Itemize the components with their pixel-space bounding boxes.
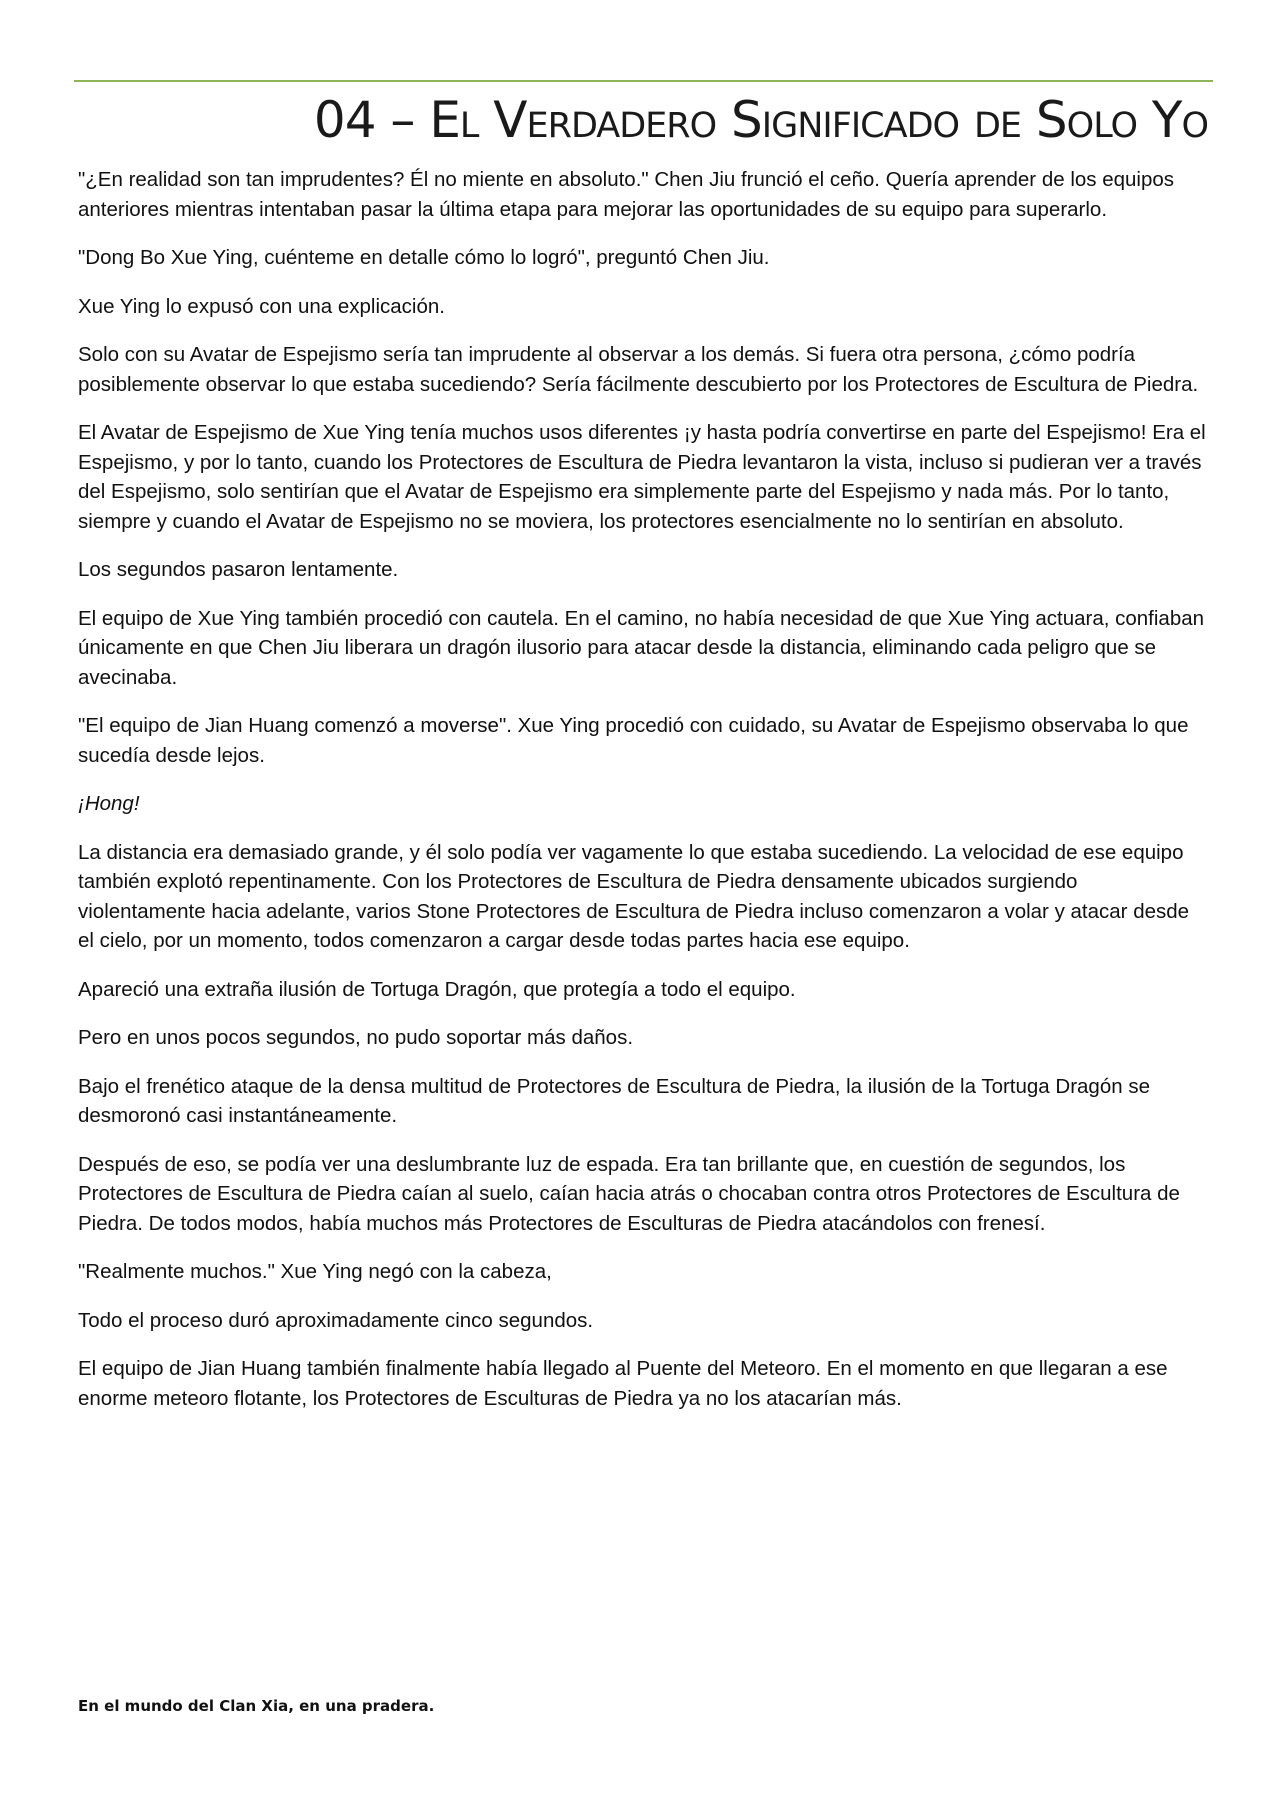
paragraph: El Avatar de Espejismo de Xue Ying tenía muchos usos diferentes ¡y hasta podría convertirse en parte del Espejismo! Era el Espejismo, y por lo tanto, cuando los Protectores de Escultura de Piedra levantaron la vista, incluso si pudieran ver a través del Espejismo, solo sentirían que el Avatar de Espejismo era simplemente parte del Espejismo y nada más. Por lo tanto, siempre y cuando el Avatar de Espejismo no se moviera, los protectores esencialmente no lo sentirían en absoluto.: [78, 421, 1206, 533]
paragraph-italic: ¡Hong!: [78, 792, 140, 815]
paragraph: El equipo de Jian Huang también finalmente había llegado al Puente del Meteoro. En el momento en que llegaran a ese enorme meteoro flotante, los Protectores de Esculturas de Piedra ya no los atacarían más.: [78, 1357, 1168, 1410]
paragraph: Solo con su Avatar de Espejismo sería tan imprudente al observar a los demás. Si fuera otra persona, ¿cómo podría posiblemente observar lo que estaba sucediendo? Sería fácilmente descubierto por los Protectores de Escultura de Piedra.: [78, 343, 1199, 396]
paragraph: "Realmente muchos." Xue Ying negó con la cabeza,: [78, 1260, 552, 1283]
paragraph: La distancia era demasiado grande, y él solo podía ver vagamente lo que estaba sucediendo. La velocidad de ese equipo también explotó repentinamente. Con los Protectores de Escultura de Piedra densamente ubicados surgiendo violentamente hacia adelante, varios Stone Protectores de Escultura de Piedra incluso comenzaron a volar y atacar desde el cielo, por un momento, todos comenzaron a cargar desde todas partes hacia ese equipo.: [78, 840, 1190, 952]
paragraph: Pero en unos pocos segundos, no pudo soportar más daños.: [78, 1026, 634, 1049]
paragraph: Bajo el frenético ataque de la densa multitud de Protectores de Escultura de Piedra, la ilusión de la Tortuga Dragón se desmoronó casi instantáneamente.: [78, 1074, 1150, 1127]
paragraph: "El equipo de Jian Huang comenzó a moverse". Xue Ying procedió con cuidado, su Avatar de Espejismo observaba lo que sucedía desde lejos.: [78, 714, 1189, 767]
paragraph: El equipo de Xue Ying también procedió con cautela. En el camino, no había necesidad de que Xue Ying actuara, confiaban únicamente en que Chen Jiu liberara un dragón ilusorio para atacar desde la distancia, eliminando cada peligro que se avecinaba.: [78, 606, 1205, 689]
paragraph: Xue Ying lo expusó con una explicación.: [78, 294, 445, 318]
scene-note: En el mundo del Clan Xia, en una pradera.: [78, 1697, 435, 1715]
paragraph: "¿En realidad son tan imprudentes? Él no miente en absoluto." Chen Jiu frunció el ceño. Quería aprender de los equipos anteriores mientras intentaban pasar la última etapa para mejorar las oportunidades de su equipo para superarlo.: [78, 168, 1175, 221]
chapter-title: 04 – El Verdadero Significado de Solo Yo: [313, 91, 1208, 149]
paragraph: Apareció una extraña ilusión de Tortuga Dragón, que protegía a todo el equipo.: [78, 977, 796, 1001]
body-text: [78, 165, 1208, 1432]
paragraph: "Dong Bo Xue Ying, cuénteme en detalle cómo lo logró", preguntó Chen Jiu.: [78, 246, 770, 269]
paragraph: Todo el proceso duró aproximadamente cinco segundos.: [78, 1308, 594, 1332]
paragraph: Los segundos pasaron lentamente.: [78, 558, 399, 581]
title-rule: [74, 80, 1213, 82]
paragraph: Después de eso, se podía ver una deslumbrante luz de espada. Era tan brillante que, en cuestión de segundos, los Protectores de Escultura de Piedra caían al suelo, caían hacia atrás o chocaban contra otros Protectores de Escultura de Piedra. De todos modos, había muchos más Protectores de Esculturas de Piedra atacándolos con frenesí.: [78, 1152, 1180, 1235]
